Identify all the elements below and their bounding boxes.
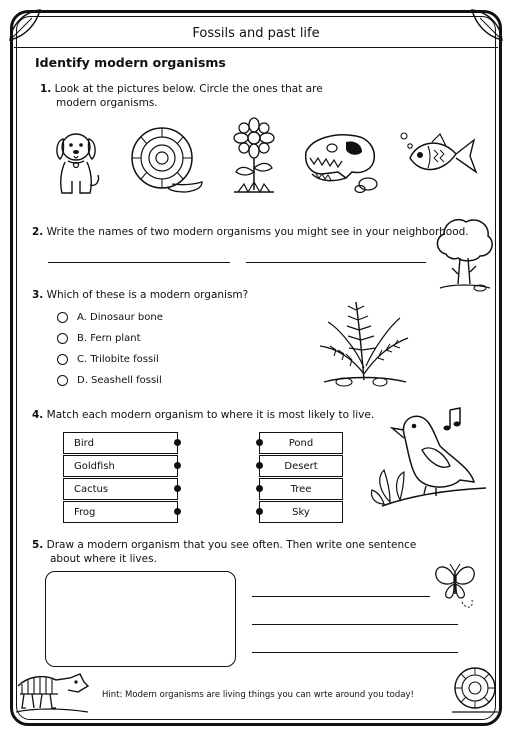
tree-icon [432, 214, 496, 294]
match-label: Bird [74, 437, 94, 449]
question-5 [32, 538, 416, 552]
match-organism-frog[interactable] [63, 501, 178, 523]
match-habitat-tree[interactable] [259, 478, 343, 500]
section-title: Identify modern organisms [35, 55, 226, 70]
page-title: Fossils and past life [192, 26, 320, 41]
question-text: Draw a modern organism that you see often. Then write one sentence [46, 539, 417, 551]
ammonite-fossil-icon[interactable] [128, 124, 206, 196]
option-label: D. Seashell fossil [77, 375, 162, 386]
option-b[interactable] [57, 333, 141, 344]
match-label: Pond [288, 437, 314, 449]
radio-button[interactable] [57, 333, 68, 344]
question-number: 1. [40, 83, 52, 95]
fern-plant-icon [316, 296, 412, 390]
question-number: 3. [32, 289, 44, 301]
match-habitat-desert[interactable] [259, 455, 343, 477]
match-label: Goldfish [74, 460, 115, 472]
drawing-box[interactable] [45, 571, 236, 667]
dinosaur-skull-icon[interactable] [302, 130, 382, 194]
question-5-line2: about where it lives. [50, 553, 157, 565]
match-dot[interactable] [174, 508, 181, 515]
title-divider [14, 47, 498, 48]
hint-text: Hint: Modern organisms are living things you can wrte around you today! [102, 690, 414, 700]
question-text: Look at the pictures below. Circle the ones that are [54, 83, 323, 95]
match-label: Tree [290, 483, 312, 495]
match-dot[interactable] [174, 439, 181, 446]
option-d[interactable] [57, 375, 162, 386]
match-label: Frog [74, 506, 96, 518]
option-label: B. Fern plant [77, 333, 141, 344]
question-1-line2: modern organisms. [56, 97, 158, 109]
answer-line[interactable] [252, 596, 430, 597]
fish-icon[interactable] [398, 128, 482, 186]
dinosaur-skeleton-icon [14, 664, 90, 720]
radio-button[interactable] [57, 375, 68, 386]
match-organism-bird[interactable] [63, 432, 178, 454]
question-4 [32, 408, 374, 422]
question-number: 4. [32, 409, 44, 421]
match-dot[interactable] [256, 439, 263, 446]
match-dot[interactable] [256, 508, 263, 515]
question-2 [32, 225, 469, 239]
match-organism-cactus[interactable] [63, 478, 178, 500]
answer-line[interactable] [48, 262, 230, 263]
answer-line[interactable] [246, 262, 426, 263]
match-organism-goldfish[interactable] [63, 455, 178, 477]
question-number: 5. [32, 539, 44, 551]
dog-icon[interactable] [48, 125, 104, 197]
bird-icon [370, 404, 488, 514]
match-label: Cactus [74, 483, 109, 495]
match-dot[interactable] [174, 462, 181, 469]
match-habitat-sky[interactable] [259, 501, 343, 523]
match-dot[interactable] [174, 485, 181, 492]
radio-button[interactable] [57, 354, 68, 365]
option-label: C. Trilobite fossil [77, 354, 159, 365]
butterfly-icon [432, 560, 478, 612]
match-habitat-pond[interactable] [259, 432, 343, 454]
ammonite-fossil-icon [450, 664, 500, 716]
question-text: Write the names of two modern organisms you might see in your neighborhood. [46, 226, 469, 238]
match-dot[interactable] [256, 462, 263, 469]
option-label: A. Dinosaur bone [77, 312, 163, 323]
question-3 [32, 288, 248, 302]
option-c[interactable] [57, 354, 159, 365]
match-label: Sky [292, 506, 310, 518]
question-number: 2. [32, 226, 44, 238]
question-1 [40, 82, 323, 96]
match-dot[interactable] [256, 485, 263, 492]
question-text: Match each modern organism to where it is most likely to live. [46, 409, 375, 421]
option-a[interactable] [57, 312, 163, 323]
match-label: Desert [284, 460, 318, 472]
question-text: Which of these is a modern organism? [46, 289, 249, 301]
flower-icon[interactable] [228, 118, 280, 196]
radio-button[interactable] [57, 312, 68, 323]
answer-line[interactable] [252, 624, 458, 625]
answer-line[interactable] [252, 652, 458, 653]
